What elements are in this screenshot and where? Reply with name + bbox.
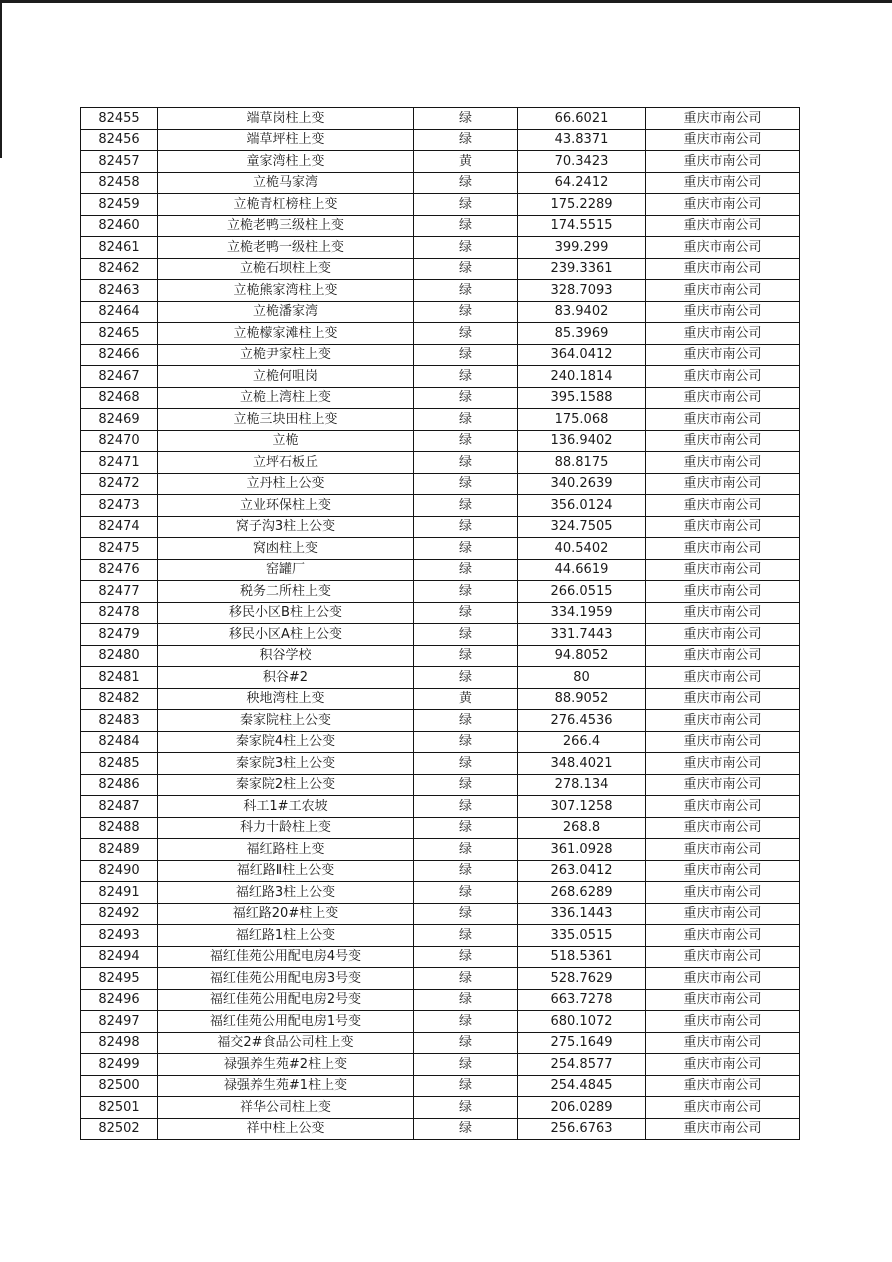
cell-name: 祥中柱上公变 xyxy=(158,1118,414,1140)
cell-status: 绿 xyxy=(414,1054,518,1076)
cell-id: 82476 xyxy=(81,559,158,581)
cell-company: 重庆市南公司 xyxy=(646,989,800,1011)
cell-value: 94.8052 xyxy=(518,645,646,667)
cell-company: 重庆市南公司 xyxy=(646,237,800,259)
cell-name: 立桅三块田柱上变 xyxy=(158,409,414,431)
cell-id: 82499 xyxy=(81,1054,158,1076)
cell-status: 绿 xyxy=(414,624,518,646)
cell-id: 82456 xyxy=(81,129,158,151)
cell-status: 黄 xyxy=(414,151,518,173)
cell-id: 82459 xyxy=(81,194,158,216)
cell-id: 82488 xyxy=(81,817,158,839)
cell-value: 70.3423 xyxy=(518,151,646,173)
cell-value: 85.3969 xyxy=(518,323,646,345)
cell-value: 278.134 xyxy=(518,774,646,796)
cell-id: 82479 xyxy=(81,624,158,646)
cell-status: 绿 xyxy=(414,1011,518,1033)
cell-company: 重庆市南公司 xyxy=(646,624,800,646)
cell-value: 340.2639 xyxy=(518,473,646,495)
cell-status: 绿 xyxy=(414,108,518,130)
cell-id: 82464 xyxy=(81,301,158,323)
table-row xyxy=(81,409,800,431)
table-row xyxy=(81,430,800,452)
table-row xyxy=(81,1118,800,1140)
table-row xyxy=(81,258,800,280)
cell-value: 206.0289 xyxy=(518,1097,646,1119)
cell-id: 82470 xyxy=(81,430,158,452)
cell-value: 399.299 xyxy=(518,237,646,259)
table-row xyxy=(81,753,800,775)
cell-value: 266.4 xyxy=(518,731,646,753)
cell-value: 136.9402 xyxy=(518,430,646,452)
cell-name: 积谷学校 xyxy=(158,645,414,667)
cell-value: 348.4021 xyxy=(518,753,646,775)
cell-company: 重庆市南公司 xyxy=(646,215,800,237)
cell-company: 重庆市南公司 xyxy=(646,796,800,818)
cell-value: 43.8371 xyxy=(518,129,646,151)
cell-status: 绿 xyxy=(414,667,518,689)
table-row xyxy=(81,452,800,474)
cell-status: 绿 xyxy=(414,323,518,345)
cell-company: 重庆市南公司 xyxy=(646,559,800,581)
cell-value: 263.0412 xyxy=(518,860,646,882)
cell-value: 395.1588 xyxy=(518,387,646,409)
cell-status: 绿 xyxy=(414,495,518,517)
cell-company: 重庆市南公司 xyxy=(646,538,800,560)
cell-name: 立桅老鸭三级柱上变 xyxy=(158,215,414,237)
cell-company: 重庆市南公司 xyxy=(646,860,800,882)
cell-company: 重庆市南公司 xyxy=(646,925,800,947)
cell-value: 175.068 xyxy=(518,409,646,431)
table-body xyxy=(81,108,800,1140)
cell-value: 331.7443 xyxy=(518,624,646,646)
cell-status: 绿 xyxy=(414,172,518,194)
cell-value: 240.1814 xyxy=(518,366,646,388)
cell-status: 绿 xyxy=(414,1075,518,1097)
cell-id: 82471 xyxy=(81,452,158,474)
cell-value: 268.8 xyxy=(518,817,646,839)
cell-name: 立桅 xyxy=(158,430,414,452)
cell-name: 福红路20#柱上变 xyxy=(158,903,414,925)
cell-value: 64.2412 xyxy=(518,172,646,194)
scan-edge-left xyxy=(0,0,2,158)
cell-id: 82489 xyxy=(81,839,158,861)
cell-company: 重庆市南公司 xyxy=(646,194,800,216)
cell-company: 重庆市南公司 xyxy=(646,817,800,839)
cell-name: 立桅马家湾 xyxy=(158,172,414,194)
cell-company: 重庆市南公司 xyxy=(646,667,800,689)
cell-status: 绿 xyxy=(414,1097,518,1119)
cell-id: 82497 xyxy=(81,1011,158,1033)
table-row xyxy=(81,172,800,194)
cell-name: 科力十龄柱上变 xyxy=(158,817,414,839)
cell-company: 重庆市南公司 xyxy=(646,710,800,732)
cell-name: 科工1#工农坡 xyxy=(158,796,414,818)
cell-company: 重庆市南公司 xyxy=(646,452,800,474)
table-row xyxy=(81,645,800,667)
cell-company: 重庆市南公司 xyxy=(646,581,800,603)
table-row xyxy=(81,860,800,882)
cell-name: 立业环保柱上变 xyxy=(158,495,414,517)
cell-value: 324.7505 xyxy=(518,516,646,538)
table-row xyxy=(81,925,800,947)
cell-company: 重庆市南公司 xyxy=(646,753,800,775)
table-row xyxy=(81,538,800,560)
table-row xyxy=(81,1075,800,1097)
cell-company: 重庆市南公司 xyxy=(646,301,800,323)
table-row xyxy=(81,1011,800,1033)
table-row xyxy=(81,323,800,345)
cell-company: 重庆市南公司 xyxy=(646,903,800,925)
cell-id: 82486 xyxy=(81,774,158,796)
table-row xyxy=(81,710,800,732)
cell-name: 立桅青杠榜柱上变 xyxy=(158,194,414,216)
cell-company: 重庆市南公司 xyxy=(646,366,800,388)
cell-company: 重庆市南公司 xyxy=(646,129,800,151)
cell-name: 窑罐厂 xyxy=(158,559,414,581)
cell-status: 绿 xyxy=(414,581,518,603)
cell-value: 254.8577 xyxy=(518,1054,646,1076)
table-row xyxy=(81,731,800,753)
cell-value: 361.0928 xyxy=(518,839,646,861)
cell-company: 重庆市南公司 xyxy=(646,172,800,194)
table-row xyxy=(81,839,800,861)
cell-status: 绿 xyxy=(414,731,518,753)
cell-company: 重庆市南公司 xyxy=(646,473,800,495)
cell-status: 绿 xyxy=(414,473,518,495)
cell-value: 334.1959 xyxy=(518,602,646,624)
cell-name: 福红佳苑公用配电房2号变 xyxy=(158,989,414,1011)
cell-name: 福红佳苑公用配电房1号变 xyxy=(158,1011,414,1033)
cell-company: 重庆市南公司 xyxy=(646,946,800,968)
cell-id: 82492 xyxy=(81,903,158,925)
cell-value: 518.5361 xyxy=(518,946,646,968)
table-row xyxy=(81,946,800,968)
cell-value: 40.5402 xyxy=(518,538,646,560)
cell-status: 黄 xyxy=(414,688,518,710)
cell-value: 268.6289 xyxy=(518,882,646,904)
cell-id: 82477 xyxy=(81,581,158,603)
cell-id: 82495 xyxy=(81,968,158,990)
cell-status: 绿 xyxy=(414,344,518,366)
cell-id: 82490 xyxy=(81,860,158,882)
cell-name: 立桅石坝柱上变 xyxy=(158,258,414,280)
cell-value: 335.0515 xyxy=(518,925,646,947)
cell-status: 绿 xyxy=(414,968,518,990)
cell-name: 福红路3柱上公变 xyxy=(158,882,414,904)
cell-status: 绿 xyxy=(414,774,518,796)
cell-name: 立桅熊家湾柱上变 xyxy=(158,280,414,302)
cell-id: 82466 xyxy=(81,344,158,366)
cell-company: 重庆市南公司 xyxy=(646,1054,800,1076)
cell-company: 重庆市南公司 xyxy=(646,323,800,345)
table-row xyxy=(81,473,800,495)
cell-status: 绿 xyxy=(414,602,518,624)
cell-name: 端草岗柱上变 xyxy=(158,108,414,130)
cell-status: 绿 xyxy=(414,516,518,538)
cell-id: 82462 xyxy=(81,258,158,280)
cell-name: 福红佳苑公用配电房3号变 xyxy=(158,968,414,990)
cell-name: 福红路Ⅱ柱上公变 xyxy=(158,860,414,882)
cell-company: 重庆市南公司 xyxy=(646,108,800,130)
cell-status: 绿 xyxy=(414,925,518,947)
cell-status: 绿 xyxy=(414,839,518,861)
cell-name: 窝凼柱上变 xyxy=(158,538,414,560)
table-row xyxy=(81,624,800,646)
cell-status: 绿 xyxy=(414,1032,518,1054)
cell-company: 重庆市南公司 xyxy=(646,602,800,624)
cell-company: 重庆市南公司 xyxy=(646,151,800,173)
table-row xyxy=(81,387,800,409)
cell-id: 82475 xyxy=(81,538,158,560)
cell-id: 82478 xyxy=(81,602,158,624)
cell-value: 356.0124 xyxy=(518,495,646,517)
cell-id: 82458 xyxy=(81,172,158,194)
cell-value: 307.1258 xyxy=(518,796,646,818)
table-row xyxy=(81,215,800,237)
table-row xyxy=(81,903,800,925)
cell-name: 移民小区A柱上公变 xyxy=(158,624,414,646)
cell-company: 重庆市南公司 xyxy=(646,1011,800,1033)
cell-name: 立桅潘家湾 xyxy=(158,301,414,323)
cell-name: 秦家院2柱上公变 xyxy=(158,774,414,796)
cell-name: 立坪石板丘 xyxy=(158,452,414,474)
table-row xyxy=(81,559,800,581)
cell-value: 239.3361 xyxy=(518,258,646,280)
cell-value: 254.4845 xyxy=(518,1075,646,1097)
cell-value: 680.1072 xyxy=(518,1011,646,1033)
cell-value: 328.7093 xyxy=(518,280,646,302)
cell-id: 82494 xyxy=(81,946,158,968)
cell-status: 绿 xyxy=(414,387,518,409)
cell-name: 禄强养生苑#1柱上变 xyxy=(158,1075,414,1097)
table-row xyxy=(81,688,800,710)
cell-name: 端草坪柱上变 xyxy=(158,129,414,151)
cell-status: 绿 xyxy=(414,860,518,882)
table-row xyxy=(81,366,800,388)
table-row xyxy=(81,817,800,839)
cell-value: 174.5515 xyxy=(518,215,646,237)
cell-company: 重庆市南公司 xyxy=(646,1032,800,1054)
table-row xyxy=(81,882,800,904)
cell-company: 重庆市南公司 xyxy=(646,1097,800,1119)
cell-company: 重庆市南公司 xyxy=(646,968,800,990)
cell-value: 275.1649 xyxy=(518,1032,646,1054)
cell-status: 绿 xyxy=(414,989,518,1011)
cell-id: 82500 xyxy=(81,1075,158,1097)
cell-status: 绿 xyxy=(414,237,518,259)
cell-id: 82501 xyxy=(81,1097,158,1119)
cell-company: 重庆市南公司 xyxy=(646,645,800,667)
cell-company: 重庆市南公司 xyxy=(646,258,800,280)
cell-status: 绿 xyxy=(414,215,518,237)
cell-status: 绿 xyxy=(414,796,518,818)
cell-company: 重庆市南公司 xyxy=(646,409,800,431)
cell-status: 绿 xyxy=(414,194,518,216)
cell-company: 重庆市南公司 xyxy=(646,839,800,861)
transformer-table xyxy=(80,107,800,1140)
cell-id: 82472 xyxy=(81,473,158,495)
cell-name: 立桅檬家滩柱上变 xyxy=(158,323,414,345)
cell-status: 绿 xyxy=(414,903,518,925)
cell-value: 83.9402 xyxy=(518,301,646,323)
cell-id: 82457 xyxy=(81,151,158,173)
cell-status: 绿 xyxy=(414,882,518,904)
table-row xyxy=(81,968,800,990)
cell-company: 重庆市南公司 xyxy=(646,1075,800,1097)
table-row xyxy=(81,108,800,130)
cell-company: 重庆市南公司 xyxy=(646,495,800,517)
cell-status: 绿 xyxy=(414,645,518,667)
cell-id: 82463 xyxy=(81,280,158,302)
cell-status: 绿 xyxy=(414,538,518,560)
table-row xyxy=(81,581,800,603)
cell-company: 重庆市南公司 xyxy=(646,688,800,710)
cell-name: 立桅何咀岗 xyxy=(158,366,414,388)
cell-company: 重庆市南公司 xyxy=(646,280,800,302)
cell-value: 276.4536 xyxy=(518,710,646,732)
cell-status: 绿 xyxy=(414,366,518,388)
cell-id: 82469 xyxy=(81,409,158,431)
cell-id: 82485 xyxy=(81,753,158,775)
cell-id: 82496 xyxy=(81,989,158,1011)
cell-name: 税务二所柱上变 xyxy=(158,581,414,603)
table-row xyxy=(81,301,800,323)
cell-value: 336.1443 xyxy=(518,903,646,925)
cell-value: 528.7629 xyxy=(518,968,646,990)
cell-status: 绿 xyxy=(414,710,518,732)
cell-id: 82502 xyxy=(81,1118,158,1140)
cell-value: 256.6763 xyxy=(518,1118,646,1140)
cell-value: 364.0412 xyxy=(518,344,646,366)
table-row xyxy=(81,667,800,689)
cell-id: 82461 xyxy=(81,237,158,259)
cell-id: 82465 xyxy=(81,323,158,345)
table-row xyxy=(81,280,800,302)
cell-id: 82493 xyxy=(81,925,158,947)
table-row xyxy=(81,237,800,259)
cell-id: 82467 xyxy=(81,366,158,388)
cell-id: 82480 xyxy=(81,645,158,667)
cell-status: 绿 xyxy=(414,258,518,280)
table-row xyxy=(81,602,800,624)
cell-id: 82468 xyxy=(81,387,158,409)
table-row xyxy=(81,151,800,173)
cell-status: 绿 xyxy=(414,129,518,151)
cell-company: 重庆市南公司 xyxy=(646,430,800,452)
cell-name: 立桅老鸭一级柱上变 xyxy=(158,237,414,259)
cell-name: 童家湾柱上变 xyxy=(158,151,414,173)
table-row xyxy=(81,194,800,216)
cell-company: 重庆市南公司 xyxy=(646,387,800,409)
cell-name: 立丹柱上公变 xyxy=(158,473,414,495)
cell-company: 重庆市南公司 xyxy=(646,516,800,538)
table-row xyxy=(81,516,800,538)
cell-status: 绿 xyxy=(414,753,518,775)
table-row xyxy=(81,344,800,366)
scan-edge-top xyxy=(0,0,892,3)
cell-id: 82460 xyxy=(81,215,158,237)
cell-value: 44.6619 xyxy=(518,559,646,581)
cell-name: 积谷#2 xyxy=(158,667,414,689)
table-row xyxy=(81,495,800,517)
table-row xyxy=(81,989,800,1011)
cell-id: 82473 xyxy=(81,495,158,517)
cell-name: 立桅上湾柱上变 xyxy=(158,387,414,409)
cell-name: 福红路柱上变 xyxy=(158,839,414,861)
cell-status: 绿 xyxy=(414,280,518,302)
cell-company: 重庆市南公司 xyxy=(646,731,800,753)
cell-status: 绿 xyxy=(414,430,518,452)
cell-name: 秧地湾柱上变 xyxy=(158,688,414,710)
cell-name: 禄强养生苑#2柱上变 xyxy=(158,1054,414,1076)
cell-value: 66.6021 xyxy=(518,108,646,130)
cell-id: 82483 xyxy=(81,710,158,732)
cell-status: 绿 xyxy=(414,409,518,431)
cell-name: 窝子沟3柱上公变 xyxy=(158,516,414,538)
cell-id: 82481 xyxy=(81,667,158,689)
cell-value: 266.0515 xyxy=(518,581,646,603)
cell-id: 82498 xyxy=(81,1032,158,1054)
cell-value: 175.2289 xyxy=(518,194,646,216)
table-row xyxy=(81,796,800,818)
table-row xyxy=(81,1097,800,1119)
cell-id: 82487 xyxy=(81,796,158,818)
cell-company: 重庆市南公司 xyxy=(646,1118,800,1140)
cell-company: 重庆市南公司 xyxy=(646,344,800,366)
cell-status: 绿 xyxy=(414,817,518,839)
cell-company: 重庆市南公司 xyxy=(646,882,800,904)
cell-value: 88.8175 xyxy=(518,452,646,474)
table-row xyxy=(81,1054,800,1076)
cell-name: 福交2#食品公司柱上变 xyxy=(158,1032,414,1054)
cell-name: 立桅尹家柱上变 xyxy=(158,344,414,366)
cell-name: 秦家院4柱上公变 xyxy=(158,731,414,753)
cell-status: 绿 xyxy=(414,452,518,474)
cell-status: 绿 xyxy=(414,301,518,323)
cell-id: 82491 xyxy=(81,882,158,904)
cell-name: 移民小区B柱上公变 xyxy=(158,602,414,624)
cell-company: 重庆市南公司 xyxy=(646,774,800,796)
cell-value: 88.9052 xyxy=(518,688,646,710)
cell-name: 福红佳苑公用配电房4号变 xyxy=(158,946,414,968)
cell-id: 82455 xyxy=(81,108,158,130)
cell-name: 秦家院柱上公变 xyxy=(158,710,414,732)
cell-value: 663.7278 xyxy=(518,989,646,1011)
table-row xyxy=(81,129,800,151)
cell-status: 绿 xyxy=(414,1118,518,1140)
cell-id: 82484 xyxy=(81,731,158,753)
cell-id: 82474 xyxy=(81,516,158,538)
table-row xyxy=(81,774,800,796)
cell-name: 秦家院3柱上公变 xyxy=(158,753,414,775)
cell-status: 绿 xyxy=(414,559,518,581)
cell-name: 祥华公司柱上变 xyxy=(158,1097,414,1119)
cell-value: 80 xyxy=(518,667,646,689)
cell-name: 福红路1柱上公变 xyxy=(158,925,414,947)
cell-id: 82482 xyxy=(81,688,158,710)
table-row xyxy=(81,1032,800,1054)
cell-status: 绿 xyxy=(414,946,518,968)
